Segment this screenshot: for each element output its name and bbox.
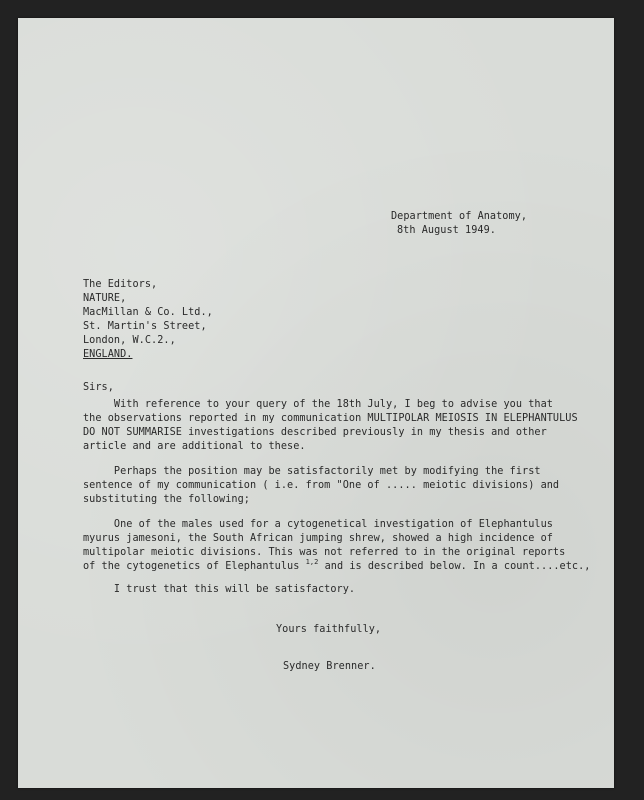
body-line: DO NOT SUMMARISE investigations described previously in my thesis and other (83, 427, 547, 438)
paragraph-4: I trust that this will be satisfactory. (83, 584, 356, 595)
date-line: 8th August 1949. (397, 225, 496, 236)
body-line: substituting the following; (83, 494, 250, 505)
body-line: One of the males used for a cytogenetical investigation of Elephantulus (83, 519, 553, 530)
valediction: Yours faithfully, (276, 624, 382, 635)
salutation: Sirs, (83, 382, 114, 393)
address-line: London, W.C.2., (83, 335, 176, 346)
signature-name: Sydney Brenner. (283, 661, 376, 672)
address-line: St. Martin's Street, (83, 321, 207, 332)
body-line: the observations reported in my communication MULTIPOLAR MEIOSIS IN ELEPHANTULUS (83, 413, 578, 424)
address-line: MacMillan & Co. Ltd., (83, 307, 213, 318)
body-text: of the cytogenetics of Elephantulus (83, 561, 306, 572)
body-line: multipolar meiotic divisions. This was not referred to in the original reports (83, 547, 566, 558)
body-line: article and are additional to these. (83, 441, 306, 452)
letter-page (18, 18, 614, 788)
address-line: NATURE, (83, 293, 127, 304)
address-line: The Editors, (83, 279, 158, 290)
footnote-superscript: 1,2 (305, 558, 319, 566)
address-country: ENGLAND. (83, 349, 133, 360)
department-line: Department of Anatomy, (391, 211, 528, 222)
body-line: sentence of my communication ( i.e. from "One of ..... meiotic divisions) and (83, 480, 560, 491)
body-line: With reference to your query of the 18th July, I beg to advise you that (83, 399, 553, 410)
body-line: Perhaps the position may be satisfactorily met by modifying the first (83, 466, 541, 477)
body-text: and is described below. In a count....etc., (318, 561, 591, 572)
body-line-last (83, 560, 590, 574)
body-line: myurus jamesoni, the South African jumping shrew, showed a high incidence of (83, 533, 553, 544)
